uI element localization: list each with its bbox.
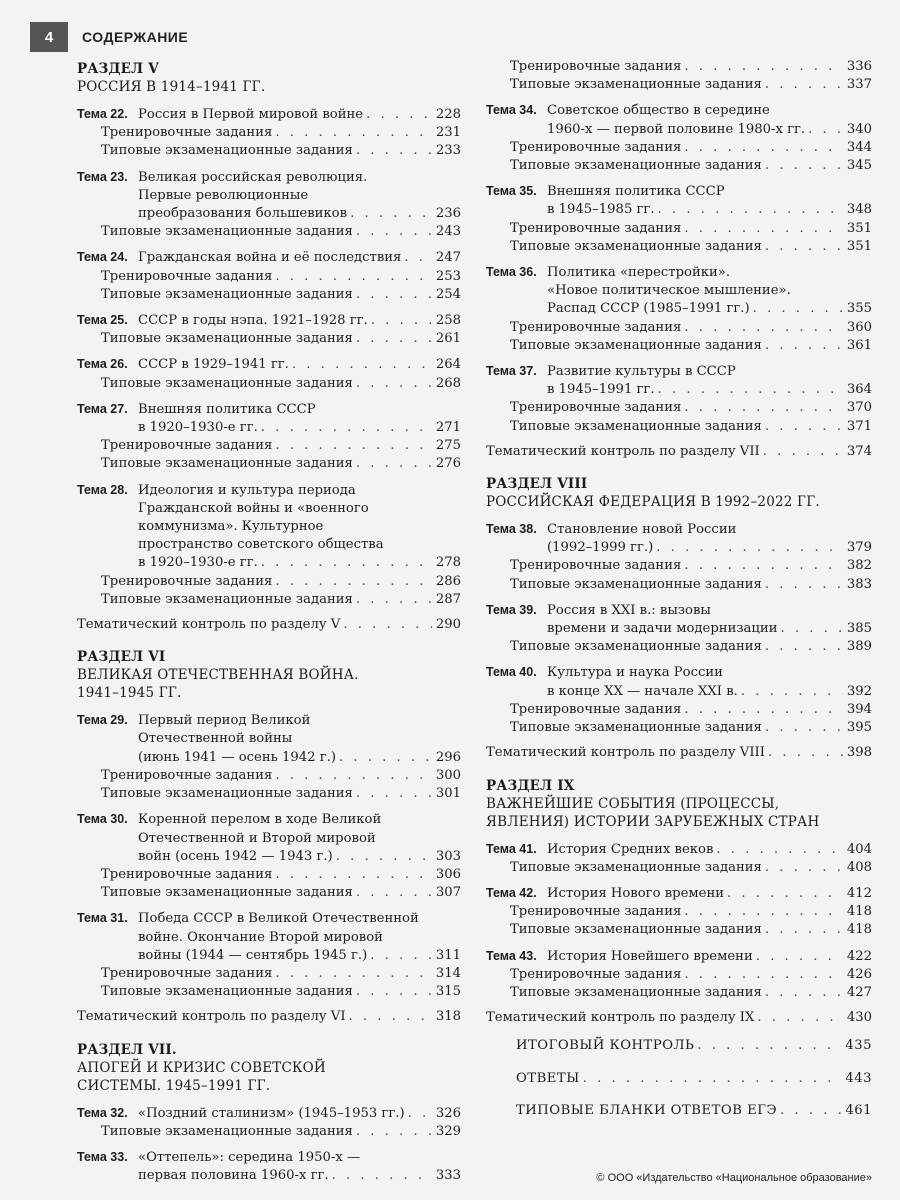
exam-tasks: Типовые экзаменационные задания <box>510 158 762 174</box>
topic-title: СССР в годы нэпа. 1921–1928 гг. <box>138 313 368 329</box>
topic-title-line: Внешняя политика СССР <box>138 401 316 417</box>
exam-tasks: Типовые экзаменационные задания <box>101 885 353 901</box>
thematic-control-9 <box>486 1009 872 1027</box>
topic-38 <box>486 520 872 594</box>
topic-26 <box>77 355 461 392</box>
topic-title-line: «Новое политическое мышление». <box>547 283 791 299</box>
page-ref: 394 <box>846 701 872 717</box>
topic-number: Тема 41. <box>486 841 537 856</box>
section-title: СИСТЕМЫ. 1945–1991 ГГ. <box>77 1077 271 1094</box>
topic-36 <box>486 263 872 355</box>
topic-title-line: (1992–1999 гг.) <box>547 540 654 556</box>
control-title: Тематический контроль по разделу VIII <box>486 745 765 761</box>
topic-title-line: Россия в XXI в.: вызовы <box>547 602 711 618</box>
page-ref: 379 <box>846 540 872 556</box>
topic-title-line: Развитие культуры в СССР <box>547 364 736 380</box>
page-ref: 371 <box>846 418 872 434</box>
topic-37 <box>486 362 872 436</box>
page-ref: 427 <box>846 984 872 1000</box>
exam-tasks: Типовые экзаменационные задания <box>101 331 353 347</box>
topic-title-line: Внешняя политика СССР <box>547 184 725 200</box>
topic-title-line: Отечественной и Второй мировой <box>138 830 376 846</box>
topic-number: Тема 35. <box>486 184 537 199</box>
exam-tasks: Типовые экзаменационные задания <box>510 77 762 93</box>
control-title: Тематический контроль по разделу VII <box>486 443 760 459</box>
thematic-control-7 <box>486 443 872 461</box>
page-ref: 318 <box>435 1009 461 1025</box>
page-ref: 276 <box>435 456 461 472</box>
page-ref: 360 <box>846 319 872 335</box>
topic-title-line: (июнь 1941 — осень 1942 г.) <box>138 749 336 765</box>
topic-title-line: Становление новой России <box>547 522 737 538</box>
topic-33-continued <box>486 58 872 94</box>
page-ref: 412 <box>846 885 872 901</box>
topic-number: Тема 38. <box>486 522 537 537</box>
page-ref: 426 <box>846 966 872 982</box>
page-ref: 301 <box>435 786 461 802</box>
page-ref: 247 <box>435 250 461 266</box>
page-ref: 329 <box>435 1123 461 1139</box>
training-tasks: Тренировочные задания <box>510 558 682 574</box>
topic-title-line: в 1945–1991 гг. <box>547 382 655 398</box>
topic-24 <box>77 248 461 304</box>
page-ref: 233 <box>435 143 461 159</box>
exam-tasks: Типовые экзаменационные задания <box>101 224 353 240</box>
page-ref: 254 <box>435 286 461 302</box>
topic-number: Тема 43. <box>486 948 537 963</box>
page-ref: 336 <box>846 59 872 74</box>
topic-title-line: Политика «перестройки». <box>547 265 731 281</box>
page-ref: 351 <box>846 220 872 236</box>
exam-tasks: Типовые экзаменационные задания <box>101 143 353 159</box>
page-ref: 258 <box>435 313 461 329</box>
topic-33 <box>77 1148 461 1185</box>
training-tasks: Тренировочные задания <box>510 319 682 335</box>
page-ref: 370 <box>846 400 872 416</box>
section-title: ЯВЛЕНИЯ) ИСТОРИИ ЗАРУБЕЖНЫХ СТРАН <box>486 813 820 830</box>
topic-title-line: времени и задачи модернизации <box>547 621 778 637</box>
topic-title-line: преобразования большевиков <box>138 206 348 222</box>
topic-title-line: Коренной перелом в ходе Великой <box>138 812 382 828</box>
topic-42 <box>486 884 872 940</box>
page-ref: 303 <box>435 848 461 864</box>
topic-39 <box>486 601 872 657</box>
topic-number: Тема 25. <box>77 313 128 328</box>
exam-tasks: Типовые экзаменационные задания <box>510 720 762 736</box>
training-tasks: Тренировочные задания <box>510 701 682 717</box>
exam-tasks: Типовые экзаменационные задания <box>510 238 762 254</box>
topic-number: Тема 31. <box>77 911 128 926</box>
topic-43 <box>486 947 872 1003</box>
topic-title-line: Советское общество в середине <box>547 103 770 119</box>
page-ref: 243 <box>435 224 461 240</box>
exam-tasks: Типовые экзаменационные задания <box>101 456 353 472</box>
topic-23 <box>77 168 461 242</box>
topic-32 <box>77 1104 461 1141</box>
training-tasks: Тренировочные задания <box>101 438 273 454</box>
topic-31 <box>77 909 461 1001</box>
control-title: Тематический контроль по разделу V <box>77 617 341 633</box>
page-ref: 275 <box>435 438 461 454</box>
topic-27 <box>77 400 461 474</box>
page-ref: 231 <box>435 125 461 141</box>
training-tasks: Тренировочные задания <box>101 573 273 589</box>
topic-number: Тема 24. <box>77 250 128 265</box>
exam-tasks: Типовые экзаменационные задания <box>510 576 762 592</box>
exam-tasks: Типовые экзаменационные задания <box>101 591 353 607</box>
section-title: РОССИЯ В 1914–1941 ГГ. <box>77 79 266 95</box>
topic-title-line: в 1920–1930-е гг. <box>138 420 258 436</box>
topic-number: Тема 29. <box>77 713 128 728</box>
section-title: АПОГЕЙ И КРИЗИС СОВЕТСКОЙ <box>77 1059 326 1076</box>
page-ref: 228 <box>435 107 461 122</box>
page-ref: 315 <box>435 984 461 1000</box>
page-ref: 385 <box>846 621 872 637</box>
control-title: Тематический контроль по разделу IX <box>486 1010 755 1026</box>
exam-tasks: Типовые экзаменационные задания <box>510 418 762 434</box>
page-number: 4 <box>30 22 68 52</box>
section-9-heading <box>486 777 872 831</box>
toc-right-column <box>486 58 872 1134</box>
page-ref: 333 <box>435 1168 461 1184</box>
page-ref: 337 <box>846 77 872 93</box>
exam-tasks: Типовые экзаменационные задания <box>101 786 353 802</box>
page-ref: 264 <box>435 357 461 373</box>
final-control <box>486 1037 872 1055</box>
topic-title-line: Победа СССР в Великой Отечественной <box>138 911 419 927</box>
page-title: СОДЕРЖАНИЕ <box>82 29 189 45</box>
exam-tasks: Типовые экзаменационные задания <box>510 984 762 1000</box>
topic-28 <box>77 481 461 609</box>
page-ref: 382 <box>846 558 872 574</box>
topic-number: Тема 33. <box>77 1149 128 1164</box>
control-title: Тематический контроль по разделу VI <box>77 1009 346 1025</box>
page-ref: 435 <box>845 1038 872 1054</box>
page-ref: 364 <box>846 382 872 398</box>
final-control-title: ИТОГОВЫЙ КОНТРОЛЬ <box>516 1038 695 1054</box>
exam-tasks: Типовые экзаменационные задания <box>101 286 353 302</box>
page-ref: 271 <box>435 420 461 436</box>
page-ref: 461 <box>845 1102 872 1118</box>
section-8-heading <box>486 475 872 511</box>
topic-number: Тема 27. <box>77 401 128 416</box>
exam-tasks: Типовые экзаменационные задания <box>101 984 353 1000</box>
training-tasks: Тренировочные задания <box>101 767 273 783</box>
topic-number: Тема 34. <box>486 103 537 118</box>
training-tasks: Тренировочные задания <box>101 268 273 284</box>
page-ref: 418 <box>846 922 872 938</box>
section-label: РАЗДЕЛ VIII <box>486 476 588 493</box>
page-ref: 345 <box>846 158 872 174</box>
topic-34 <box>486 101 872 175</box>
topic-35 <box>486 182 872 256</box>
section-title: РОССИЙСКАЯ ФЕДЕРАЦИЯ В 1992–2022 ГГ. <box>486 494 820 511</box>
page-ref: 278 <box>435 555 461 571</box>
section-label: РАЗДЕЛ V <box>77 61 159 77</box>
page-header <box>30 22 188 52</box>
page-ref: 395 <box>846 720 872 736</box>
exam-tasks: Типовые экзаменационные задания <box>510 859 762 875</box>
topic-title-line: Великая российская революция. <box>138 169 368 185</box>
page-ref: 355 <box>846 301 872 317</box>
training-tasks: Тренировочные задания <box>101 965 273 981</box>
topic-title-line: коммунизма». Культурное <box>138 519 324 535</box>
page-ref: 311 <box>435 947 461 963</box>
topic-title-line: «Оттепель»: середина 1950-х — <box>138 1149 361 1165</box>
topic-title: История Нового времени <box>547 885 725 901</box>
topic-number: Тема 23. <box>77 169 128 184</box>
topic-title: История Средних веков <box>547 841 714 857</box>
topic-title-line: пространство советского общества <box>138 537 384 553</box>
page-ref: 306 <box>435 866 461 882</box>
topic-title-line: 1960-х — первой половине 1980-х гг. <box>547 121 806 137</box>
page-ref: 408 <box>846 859 872 875</box>
page-ref: 404 <box>846 841 872 857</box>
section-5-heading <box>77 60 461 96</box>
topic-title-line: в 1945–1985 гг. <box>547 202 655 218</box>
page-ref: 296 <box>435 749 461 765</box>
training-tasks: Тренировочные задания <box>510 59 682 74</box>
answer-forms-title: ТИПОВЫЕ БЛАНКИ ОТВЕТОВ ЕГЭ <box>516 1102 778 1118</box>
page-ref: 253 <box>435 268 461 284</box>
page-ref: 326 <box>435 1105 461 1121</box>
section-6-heading <box>77 648 461 702</box>
page-ref: 314 <box>435 965 461 981</box>
topic-title-line: Отечественной войны <box>138 731 293 747</box>
answers <box>486 1070 872 1088</box>
training-tasks: Тренировочные задания <box>510 400 682 416</box>
topic-22 <box>77 105 461 161</box>
page-ref: 300 <box>435 767 461 783</box>
section-label: РАЗДЕЛ VI <box>77 649 166 666</box>
page-ref: 340 <box>846 121 872 137</box>
page-ref: 261 <box>435 331 461 347</box>
exam-tasks: Типовые экзаменационные задания <box>510 922 762 938</box>
training-tasks: Тренировочные задания <box>510 139 682 155</box>
page-ref: 344 <box>846 139 872 155</box>
topic-title-line: войн (осень 1942 — 1943 г.) <box>138 848 333 864</box>
topic-number: Тема 40. <box>486 665 537 680</box>
page-ref: 443 <box>845 1070 872 1086</box>
thematic-control-5 <box>77 616 461 634</box>
answers-title: ОТВЕТЫ <box>516 1070 580 1086</box>
page-ref: 422 <box>846 948 872 964</box>
page-ref: 286 <box>435 573 461 589</box>
topic-title-line: первая половина 1960-х гг. <box>138 1168 329 1184</box>
section-title: 1941–1945 ГГ. <box>77 685 182 702</box>
exam-tasks: Типовые экзаменационные задания <box>510 639 762 655</box>
topic-number: Тема 26. <box>77 357 128 372</box>
training-tasks: Тренировочные задания <box>101 125 273 141</box>
page-ref: 430 <box>846 1010 872 1026</box>
section-label: РАЗДЕЛ IX <box>486 777 575 794</box>
thematic-control-6 <box>77 1008 461 1026</box>
topic-title-line: Идеология и культура периода <box>138 482 356 498</box>
section-title: ВАЖНЕЙШИЕ СОБЫТИЯ (ПРОЦЕССЫ, <box>486 795 780 812</box>
exam-tasks: Типовые экзаменационные задания <box>101 375 353 391</box>
page-ref: 418 <box>846 904 872 920</box>
topic-25 <box>77 311 461 348</box>
copyright-footer: © ООО «Издательство «Национальное образование» <box>596 1172 872 1184</box>
section-label: РАЗДЕЛ VII. <box>77 1041 177 1058</box>
topic-number: Тема 22. <box>77 107 128 121</box>
page-ref: 268 <box>435 375 461 391</box>
page-ref: 287 <box>435 591 461 607</box>
page-ref: 361 <box>846 337 872 353</box>
topic-title-line: Гражданской войны и «военного <box>138 500 369 516</box>
topic-number: Тема 30. <box>77 812 128 827</box>
training-tasks: Тренировочные задания <box>510 966 682 982</box>
topic-title-line: Культура и наука России <box>547 665 723 681</box>
page-ref: 374 <box>846 443 872 459</box>
thematic-control-8 <box>486 744 872 762</box>
exam-tasks: Типовые экзаменационные задания <box>510 337 762 353</box>
page-ref: 236 <box>435 206 461 222</box>
page-ref: 290 <box>435 617 461 633</box>
topic-title-line: в конце XX — начале XXI в. <box>547 683 738 699</box>
topic-title-line: войны (1944 — сентябрь 1945 г.) <box>138 947 368 963</box>
topic-30 <box>77 810 461 902</box>
topic-title: Россия в Первой мировой войне <box>138 107 364 122</box>
page-ref: 383 <box>846 576 872 592</box>
training-tasks: Тренировочные задания <box>510 904 682 920</box>
topic-number: Тема 37. <box>486 364 537 379</box>
section-title: ВЕЛИКАЯ ОТЕЧЕСТВЕННАЯ ВОЙНА. <box>77 667 359 684</box>
toc-left-column <box>77 58 461 1192</box>
topic-40 <box>486 663 872 737</box>
topic-title: Гражданская война и её последствия <box>138 250 402 266</box>
page-ref: 348 <box>846 202 872 218</box>
topic-title-line: войне. Окончание Второй мировой <box>138 929 383 945</box>
page-ref: 389 <box>846 639 872 655</box>
topic-title: СССР в 1929–1941 гг. <box>138 357 289 373</box>
topic-title-line: Распад СССР (1985–1991 гг.) <box>547 301 750 317</box>
exam-tasks: Типовые экзаменационные задания <box>101 1123 353 1139</box>
topic-number: Тема 28. <box>77 482 128 497</box>
topic-title: История Новейшего времени <box>547 948 753 964</box>
topic-title-line: Первый период Великой <box>138 713 311 729</box>
topic-number: Тема 32. <box>77 1105 128 1120</box>
page-ref: 307 <box>435 885 461 901</box>
section-7-heading <box>77 1041 461 1095</box>
topic-29 <box>77 711 461 803</box>
topic-title-line: Первые революционные <box>138 187 309 203</box>
page-ref: 398 <box>846 745 872 761</box>
topic-number: Тема 39. <box>486 602 537 617</box>
topic-number: Тема 36. <box>486 265 537 280</box>
answer-forms <box>486 1102 872 1120</box>
topic-41 <box>486 840 872 877</box>
training-tasks: Тренировочные задания <box>101 866 273 882</box>
topic-title: «Поздний сталинизм» (1945–1953 гг.) <box>138 1105 405 1121</box>
topic-title-line: в 1920–1930-е гг. <box>138 555 258 571</box>
page-ref: 392 <box>846 683 872 699</box>
topic-number: Тема 42. <box>486 885 537 900</box>
training-tasks: Тренировочные задания <box>510 220 682 236</box>
page-ref: 351 <box>846 238 872 254</box>
